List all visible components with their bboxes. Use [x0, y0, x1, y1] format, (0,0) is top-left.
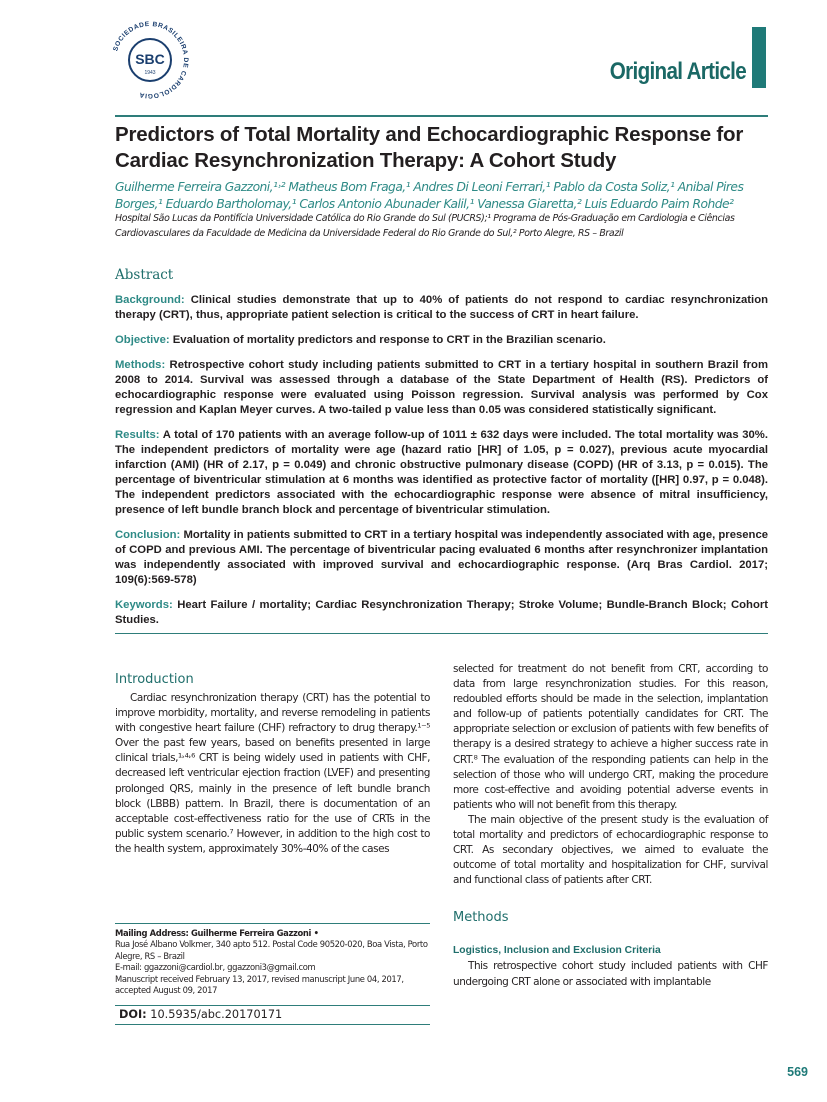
results-label: Results:: [115, 429, 160, 441]
abstract-methods: [115, 358, 768, 418]
sbc-logo: [108, 18, 192, 102]
page-number: 569: [787, 1065, 808, 1079]
introduction-paragraph-1: Cardiac resynchronization therapy (CRT) has the potential to improve morbidity, mortality, and reverse remodeling in patients with congestive heart failure (CHF) refractory to drug therapy.¹⁻⁵ Over the past few years, based on benefits presented in large clinical trials,¹˒⁴˒⁶ CRT is being widely used in patients with CHF, decreased left ventricular ejection fraction (LVEF) and presenting prolonged QRS, mainly in the presence of left bundle branch block (LBBB) pattern. In Brazil, there is documentation of an acceptable cost-effectiveness ratio for the use of CRTs in the public system scenario.⁷ However, in addition to the high cost to the health system, approximately 30%-40% of the cases: [115, 692, 430, 855]
mailing-heading: Mailing Address: Guilherme Ferreira Gazzoni •: [115, 928, 319, 938]
background-text: Clinical studies demonstrate that up to 40% of patients do not respond to cardiac resynchronization therapy (CRT), thus, appropriate patient selection is critical to the success of CRT in heart failure.: [115, 294, 768, 322]
doi-value[interactable]: 10.5935/abc.20170171: [150, 1008, 283, 1021]
header-accent-bar: [752, 27, 766, 88]
doi-box: [115, 1005, 430, 1025]
introduction-section: [115, 672, 430, 857]
manuscript-dates: Manuscript received February 13, 2017, revised manuscript June 04, 2017, accepted August 09, 2017: [115, 973, 404, 996]
article-type: Original Article: [609, 58, 746, 85]
right-column: [453, 662, 768, 990]
methods-paragraph-1: This retrospective cohort study included patients with CHF undergoing CRT alone or associated with implantable: [453, 960, 768, 988]
article-title: Predictors of Total Mortality and Echocardiographic Response for Cardiac Resynchronization Therapy: A Cohort Study: [115, 123, 744, 172]
conclusion-label: Conclusion:: [115, 529, 181, 541]
svg-text:SBC: SBC: [135, 51, 165, 67]
methods-subheading: Logistics, Inclusion and Exclusion Criteria: [453, 945, 661, 957]
background-label: Background:: [115, 294, 185, 306]
abstract-conclusion: [115, 528, 768, 588]
author-list: Guilherme Ferreira Gazzoni,¹˒² Matheus Bom Fraga,¹ Andres Di Leoni Ferrari,¹ Pablo da Costa Soliz,¹ Anibal Pires Borges,¹ Eduardo Bartholomay,¹ Carlos Antonio Abunader Kalil,¹ Vanessa Giaretta,² Luis Eduardo Paim Rohde²: [115, 180, 744, 211]
conclusion-text: Mortality in patients submitted to CRT in a tertiary hospital was independently associated with age, presence of COPD and previous AMI. The percentage of biventricular pacing evaluated 6 months after resynchronizer implantation was independently associated with improved survival and echocardiographic response. (Arq Bras Cardiol. 2017; 109(6):569-578): [115, 529, 769, 587]
results-text: A total of 170 patients with an average follow-up of 1011 ± 632 days were included. The total mortality was 30%. The independent predictors of mortality were age (hazard ratio [HR] of 1.05, p = 0.027), previous acute myocardial infarction (AMI) (HR of 2.17, p = 0.049) and chronic obstructive pulmonary disease (COPD) (HR of 3.13, p = 0.015). The percentage of biventricular stimulation at 6 months was identified as protective factor of mortality ([HR] 0.97, p = 0.048). The independent predictors associated with the echocardiographic response were absence of mitral insufficiency, presence of left bundle branch block and percentage of biventricular stimulation.: [115, 429, 768, 517]
abstract-objective: [115, 333, 768, 348]
doi-label: DOI:: [119, 1008, 147, 1021]
svg-text:1943: 1943: [144, 70, 156, 76]
mailing-divider: [115, 923, 430, 924]
introduction-heading: Introduction: [115, 672, 194, 687]
affiliations: Hospital São Lucas da Pontifícia Universidade Católica do Rio Grande do Sul (PUCRS);¹ Programa de Pós-Graduação em Cardiologia e Ciências Cardiovasculares da Faculdade de Medicina da Universidade Federal do Rio Grande do Sul,² Porto Alegre, RS – Brazil: [115, 213, 735, 239]
keywords-label: Keywords:: [115, 599, 173, 611]
abstract-background: [115, 293, 768, 323]
abstract-heading: Abstract: [115, 267, 174, 283]
mailing-email: E-mail: ggazzoni@cardiol.br, ggazzoni3@gmail.com: [115, 962, 316, 973]
objective-label: Objective:: [115, 334, 170, 346]
introduction-paragraph-1-continued: selected for treatment do not benefit from CRT, according to data from large resynchronization studies. For this reason, redoubled efforts should be made in the selection, implantation and follow-up of patients potentially candidates for CRT. The appropriate selection or exclusion of patients with few benefits of therapy is a desired strategy to achieve a higher success rate in CRT.⁸ The evaluation of the responding patients can help in the selection of those who will undergo CRT, making the procedure more cost-effective and avoiding potential adverse events in patients who will not benefit from this therapy.: [453, 663, 768, 811]
mailing-address: [115, 928, 430, 996]
introduction-paragraph-2: The main objective of the present study is the evaluation of total mortality and predictors of echocardiographic response to CRT. As secondary objectives, we aimed to evaluate the outcome of total mortality and hospitalization for CHF, survival and functional class of patients after CRT.: [453, 813, 768, 887]
keywords-text: Heart Failure / mortality; Cardiac Resynchronization Therapy; Stroke Volume; Bundle-Branch Block; Cohort Studies.: [115, 599, 768, 627]
svg-text:SOCIEDADE BRASILEIRA DE CARDIO: SOCIEDADE BRASILEIRA DE CARDIOLOGIA: [112, 20, 190, 100]
objective-text: Evaluation of mortality predictors and response to CRT in the Brazilian scenario.: [172, 334, 606, 346]
abstract-results: [115, 428, 768, 519]
mailing-street: Rua José Albano Volkmer, 340 apto 512. Postal Code 90520-020, Boa Vista, Porto Alegre, RS – Brazil: [115, 939, 428, 961]
abstract-divider: [115, 633, 768, 634]
methods-text: Retrospective cohort study including patients submitted to CRT in a tertiary hospital in southern Brazil from 2008 to 2014. Survival was assessed through a database of the State Department of Health (RS). Predictors of echocardiographic response were evaluated using Poisson regression. Survival analysis was performed by Cox regression and Kaplan Meyer curves. A two-tailed p value less than 0.05 was considered statistically significant.: [115, 359, 769, 417]
top-divider: [115, 115, 768, 117]
methods-label: Methods:: [115, 359, 166, 371]
methods-heading: Methods: [453, 910, 509, 926]
abstract-keywords: [115, 598, 768, 628]
